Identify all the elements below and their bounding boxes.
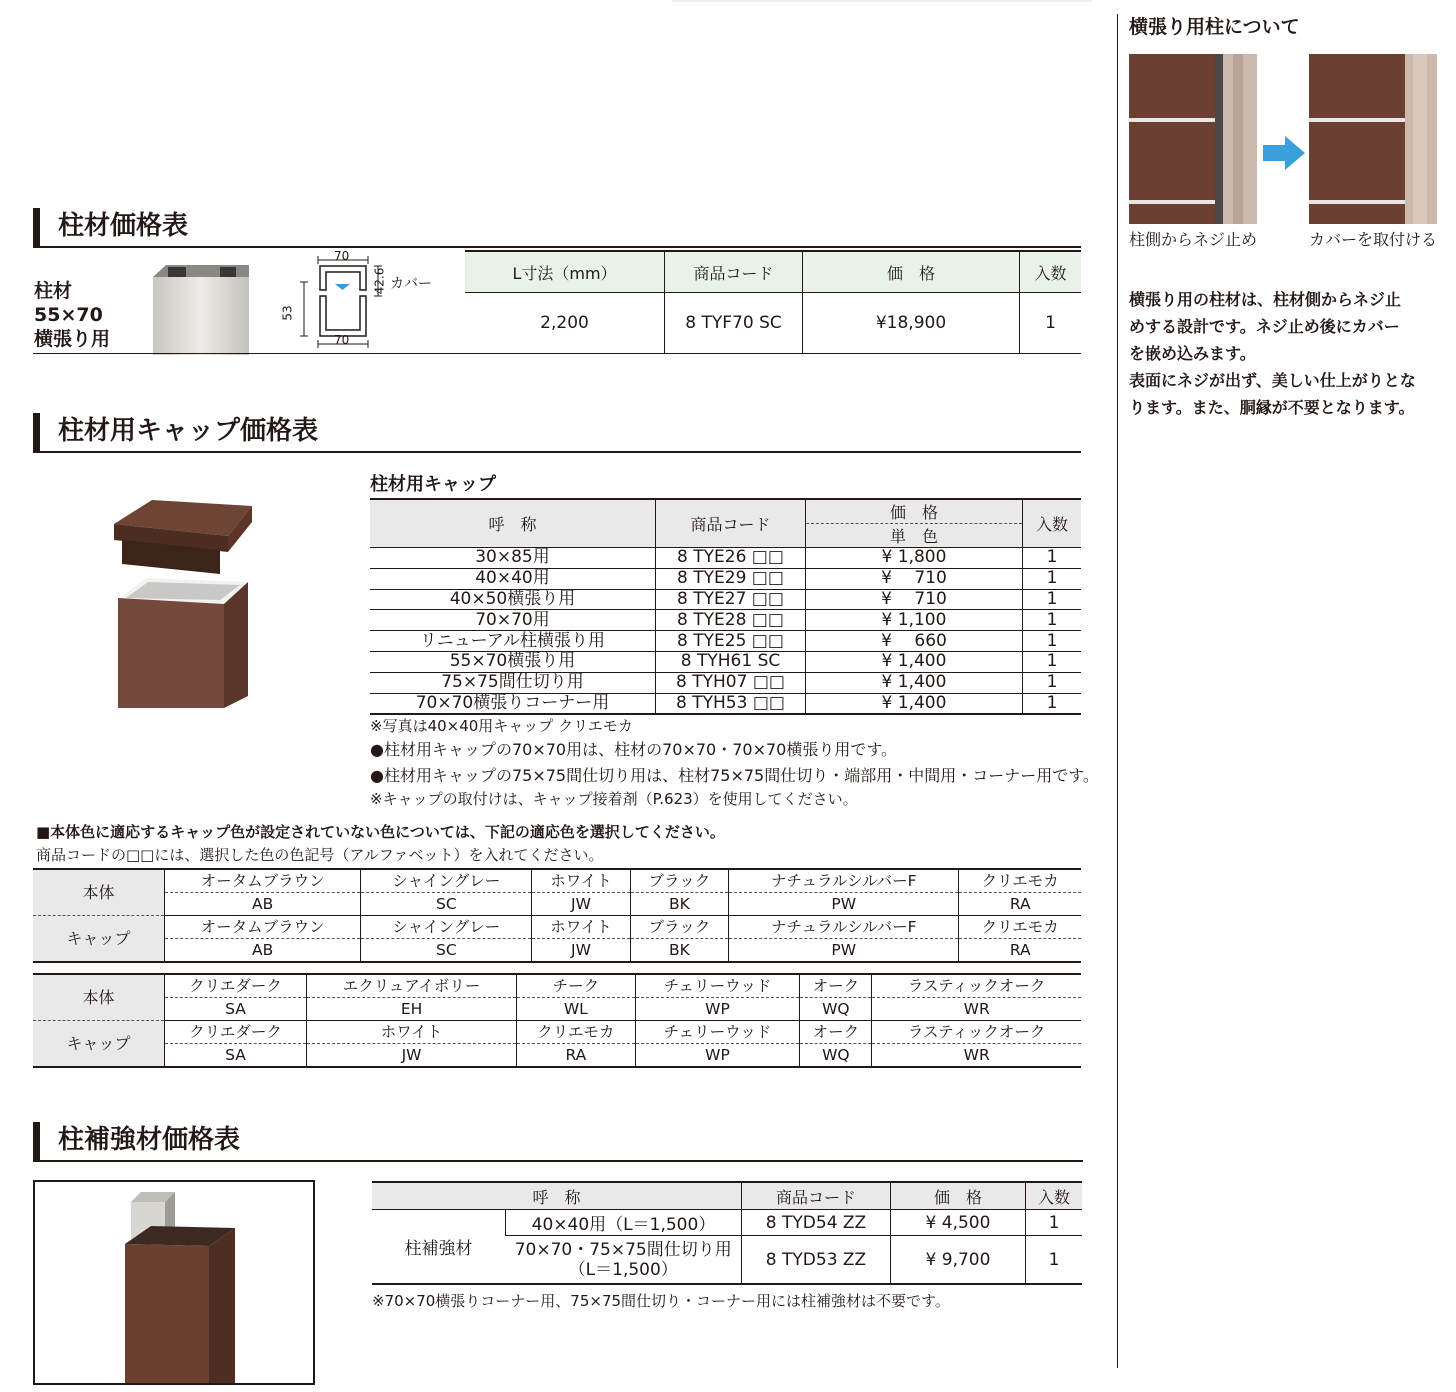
cell-qty: 1	[1023, 631, 1082, 652]
diagram-width-bottom: 70	[334, 333, 350, 347]
cell-name	[506, 1236, 742, 1285]
body-color-name: チーク	[517, 974, 636, 998]
body-color-name: オーク	[800, 974, 872, 998]
body-color-name: ナチュラルシルバーF	[729, 869, 959, 893]
cell-name: 40×40用	[370, 568, 656, 589]
cell-name-line: （L＝1,500）	[568, 1259, 678, 1280]
side-body-line: ります。また、胴縁が不要となります。	[1129, 398, 1415, 417]
cap-color-code: SC	[361, 939, 532, 963]
body-color-code: WP	[635, 998, 800, 1021]
cap-note-photo: ※写真は40×40用キャップ クリエモカ	[370, 717, 633, 735]
cell-name-line: 70×70・75×75間仕切り用	[514, 1239, 732, 1260]
table-row	[370, 568, 1081, 589]
cap-color-name: ブラック	[630, 916, 728, 939]
cell-price: ¥ 710	[806, 568, 1023, 589]
cell-qty: 1	[1023, 589, 1082, 610]
post-name-line: 柱材	[34, 280, 73, 302]
cap-color-code: JW	[532, 939, 630, 963]
side-body	[1129, 286, 1416, 421]
cell-qty: 1	[1023, 568, 1082, 589]
cap-color-name: ホワイト	[306, 1021, 516, 1044]
side-caption-right: カバーを取付ける	[1309, 230, 1438, 249]
cell-price: ¥ 1,800	[806, 548, 1023, 569]
cap-note-70: ●柱材用キャップの70×70用は、柱材の70×70・70×70横張り用です。	[370, 740, 898, 759]
col-header-code: 商品コード	[656, 499, 806, 548]
cell-group: 柱補強材	[372, 1210, 506, 1285]
table-row	[370, 610, 1081, 631]
side-body-line: めする設計です。ネジ止め後にカバー	[1129, 317, 1400, 336]
cell-code: 8 TYD54 ZZ	[742, 1210, 891, 1236]
post-name-line: 横張り用	[34, 328, 111, 350]
col-header-price: 価 格	[803, 251, 1020, 293]
cell-name: 40×40用（L＝1,500）	[506, 1210, 742, 1236]
reinforce-price-table	[372, 1181, 1082, 1285]
cap-color-code: WP	[635, 1044, 800, 1068]
cap-color-name: ホワイト	[532, 916, 630, 939]
cell-price: ¥ 1,100	[806, 610, 1023, 631]
cell-name: 40×50横張り用	[370, 589, 656, 610]
body-color-name: シャイングレー	[361, 869, 532, 893]
col-header-qty: 入数	[1026, 1182, 1083, 1210]
body-color-name: クリエダーク	[165, 974, 307, 998]
top-rule	[672, 0, 1092, 2]
body-color-name: クリエモカ	[959, 869, 1081, 893]
body-color-code: WL	[517, 998, 636, 1021]
col-header-price: 価 格	[891, 1182, 1026, 1210]
col-header-name: 呼 称	[372, 1182, 742, 1210]
diagram-cover-height: 42.6	[372, 267, 387, 295]
cell-name: 30×85用	[370, 548, 656, 569]
cap-subtitle: 柱材用キャップ	[370, 474, 496, 495]
cap-color-name: クリエモカ	[517, 1021, 636, 1044]
diagram-cover-label: カバー	[390, 276, 432, 292]
side-body-line: 横張り用の柱材は、柱材側からネジ止	[1129, 290, 1402, 309]
section-title-post: 柱材価格表	[33, 208, 1081, 248]
cell-code: 8 TYD53 ZZ	[742, 1236, 891, 1285]
table-row	[370, 672, 1081, 693]
cell-name: 70×70用	[370, 610, 656, 631]
col-header-name: 呼 称	[370, 499, 656, 548]
body-color-code: SC	[361, 893, 532, 916]
row-label-body: 本体	[33, 869, 165, 916]
cell-code: 8 TYE27 □□	[656, 589, 806, 610]
cell-price: ¥ 9,700	[891, 1236, 1026, 1285]
table-row	[370, 548, 1081, 569]
post-row-rule	[33, 353, 465, 354]
cell-qty: 1	[1023, 651, 1082, 672]
cell-qty: 1	[1023, 610, 1082, 631]
col-header-code: 商品コード	[665, 251, 803, 293]
cap-color-code: WR	[872, 1044, 1081, 1068]
body-color-name: ラスティックオーク	[872, 974, 1081, 998]
cell-qty: 1	[1023, 672, 1082, 693]
body-color-code: WQ	[800, 998, 872, 1021]
cell-price: ¥ 4,500	[891, 1210, 1026, 1236]
cap-color-code: RA	[959, 939, 1081, 963]
section-title-cap: 柱材用キャップ価格表	[33, 413, 1081, 453]
cell-qty: 1	[1026, 1210, 1083, 1236]
col-header-length: L寸法（mm）	[465, 251, 665, 293]
cell-code: 8 TYH53 □□	[656, 693, 806, 714]
cap-color-name: シャイングレー	[361, 916, 532, 939]
cell-qty: 1	[1023, 693, 1082, 714]
cap-color-name: チェリーウッド	[635, 1021, 800, 1044]
body-color-code: WR	[872, 998, 1081, 1021]
side-photo-before	[1129, 54, 1257, 224]
col-header-price-sub: 単 色	[806, 524, 1023, 548]
body-color-code: PW	[729, 893, 959, 916]
cap-color-name: クリエモカ	[959, 916, 1081, 939]
cap-color-name: オーク	[800, 1021, 872, 1044]
cell-length: 2,200	[465, 293, 665, 354]
diagram-height: 53	[280, 305, 295, 321]
section-title-reinforce: 柱補強材価格表	[33, 1122, 1083, 1162]
col-header-qty: 入数	[1023, 499, 1082, 548]
side-photo-after	[1309, 54, 1437, 224]
side-body-line: 表面にネジが出ず、美しい仕上がりとな	[1129, 371, 1416, 390]
cap-color-code: AB	[165, 939, 361, 963]
cap-photo	[112, 496, 254, 710]
post-photo	[150, 263, 252, 355]
post-name	[34, 279, 110, 351]
body-color-name: チェリーウッド	[635, 974, 800, 998]
reinforce-photo-frame	[33, 1180, 315, 1385]
table-row	[370, 651, 1081, 672]
body-color-name: ブラック	[630, 869, 728, 893]
body-color-name: エクリュアイボリー	[306, 974, 516, 998]
cap-note-adhesive: ※キャップの取付けは、キャップ接着剤（P.623）を使用してください。	[370, 790, 858, 808]
cap-color-name: ナチュラルシルバーF	[729, 916, 959, 939]
cell-name: 75×75間仕切り用	[370, 672, 656, 693]
color-note: 商品コードの□□には、選択した色の色記号（アルファベット）を入れてください。	[36, 846, 604, 864]
col-header-code: 商品コード	[742, 1182, 891, 1210]
body-color-name: オータムブラウン	[165, 869, 361, 893]
diagram-width-top: 70	[334, 249, 350, 263]
cell-price: ¥ 710	[806, 589, 1023, 610]
table-row	[372, 1210, 1082, 1236]
cell-code: 8 TYE25 □□	[656, 631, 806, 652]
cell-name: 55×70横張り用	[370, 651, 656, 672]
body-color-name: ホワイト	[532, 869, 630, 893]
arrow-right-icon	[1263, 136, 1305, 170]
cap-color-name: オータムブラウン	[165, 916, 361, 939]
cell-qty: 1	[1023, 548, 1082, 569]
post-cross-section-diagram	[280, 250, 440, 355]
cap-price-table	[370, 498, 1081, 715]
body-color-code: JW	[532, 893, 630, 916]
cap-color-code: BK	[630, 939, 728, 963]
post-price-table	[465, 250, 1081, 354]
cap-note-75: ●柱材用キャップの75×75間仕切り用は、柱材75×75間仕切り・端部用・中間用・コーナー用です。	[370, 766, 1099, 785]
col-header-qty: 入数	[1020, 251, 1082, 293]
row-label-cap: キャップ	[33, 1021, 165, 1068]
cell-name: リニューアル柱横張り用	[370, 631, 656, 652]
cap-color-code: PW	[729, 939, 959, 963]
cell-price: ¥ 660	[806, 631, 1023, 652]
table-row	[370, 631, 1081, 652]
side-body-line: を嵌め込みます。	[1129, 344, 1256, 363]
table-row	[465, 293, 1081, 354]
row-label-body: 本体	[33, 974, 165, 1021]
side-caption-left: 柱側からネジ止め	[1129, 230, 1258, 249]
cap-color-code: SA	[165, 1044, 307, 1068]
table-row	[370, 693, 1081, 714]
body-color-code: RA	[959, 893, 1081, 916]
side-title: 横張り用柱について	[1129, 16, 1300, 38]
cap-color-code: WQ	[800, 1044, 872, 1068]
cell-code: 8 TYE28 □□	[656, 610, 806, 631]
reinforce-photo	[35, 1182, 313, 1383]
cell-qty: 1	[1020, 293, 1082, 354]
post-name-line: 55×70	[34, 304, 103, 326]
color-note-bold: ■本体色に適応するキャップ色が設定されていない色については、下記の適応色を選択してください。	[36, 823, 725, 841]
color-table-1	[33, 868, 1081, 963]
col-header-price: 価 格	[806, 499, 1023, 524]
reinforce-note: ※70×70横張りコーナー用、75×75間仕切り・コーナー用には柱補強材は不要です。	[372, 1292, 950, 1310]
table-row	[370, 589, 1081, 610]
cell-code: 8 TYH07 □□	[656, 672, 806, 693]
color-table-2	[33, 973, 1081, 1068]
cap-color-name: クリエダーク	[165, 1021, 307, 1044]
cell-code: 8 TYE29 □□	[656, 568, 806, 589]
row-label-cap: キャップ	[33, 916, 165, 963]
cell-code: 8 TYH61 SC	[656, 651, 806, 672]
body-color-code: BK	[630, 893, 728, 916]
cell-qty: 1	[1026, 1236, 1083, 1285]
cap-color-code: RA	[517, 1044, 636, 1068]
cell-price: ¥ 1,400	[806, 651, 1023, 672]
body-color-code: SA	[165, 998, 307, 1021]
cell-price: ¥ 1,400	[806, 693, 1023, 714]
cell-price: ¥18,900	[803, 293, 1020, 354]
cell-name: 70×70横張りコーナー用	[370, 693, 656, 714]
cell-price: ¥ 1,400	[806, 672, 1023, 693]
body-color-code: AB	[165, 893, 361, 916]
cell-code: 8 TYE26 □□	[656, 548, 806, 569]
cap-color-code: JW	[306, 1044, 516, 1068]
body-color-code: EH	[306, 998, 516, 1021]
cell-code: 8 TYF70 SC	[665, 293, 803, 354]
cap-color-name: ラスティックオーク	[872, 1021, 1081, 1044]
side-divider	[1117, 14, 1118, 1368]
